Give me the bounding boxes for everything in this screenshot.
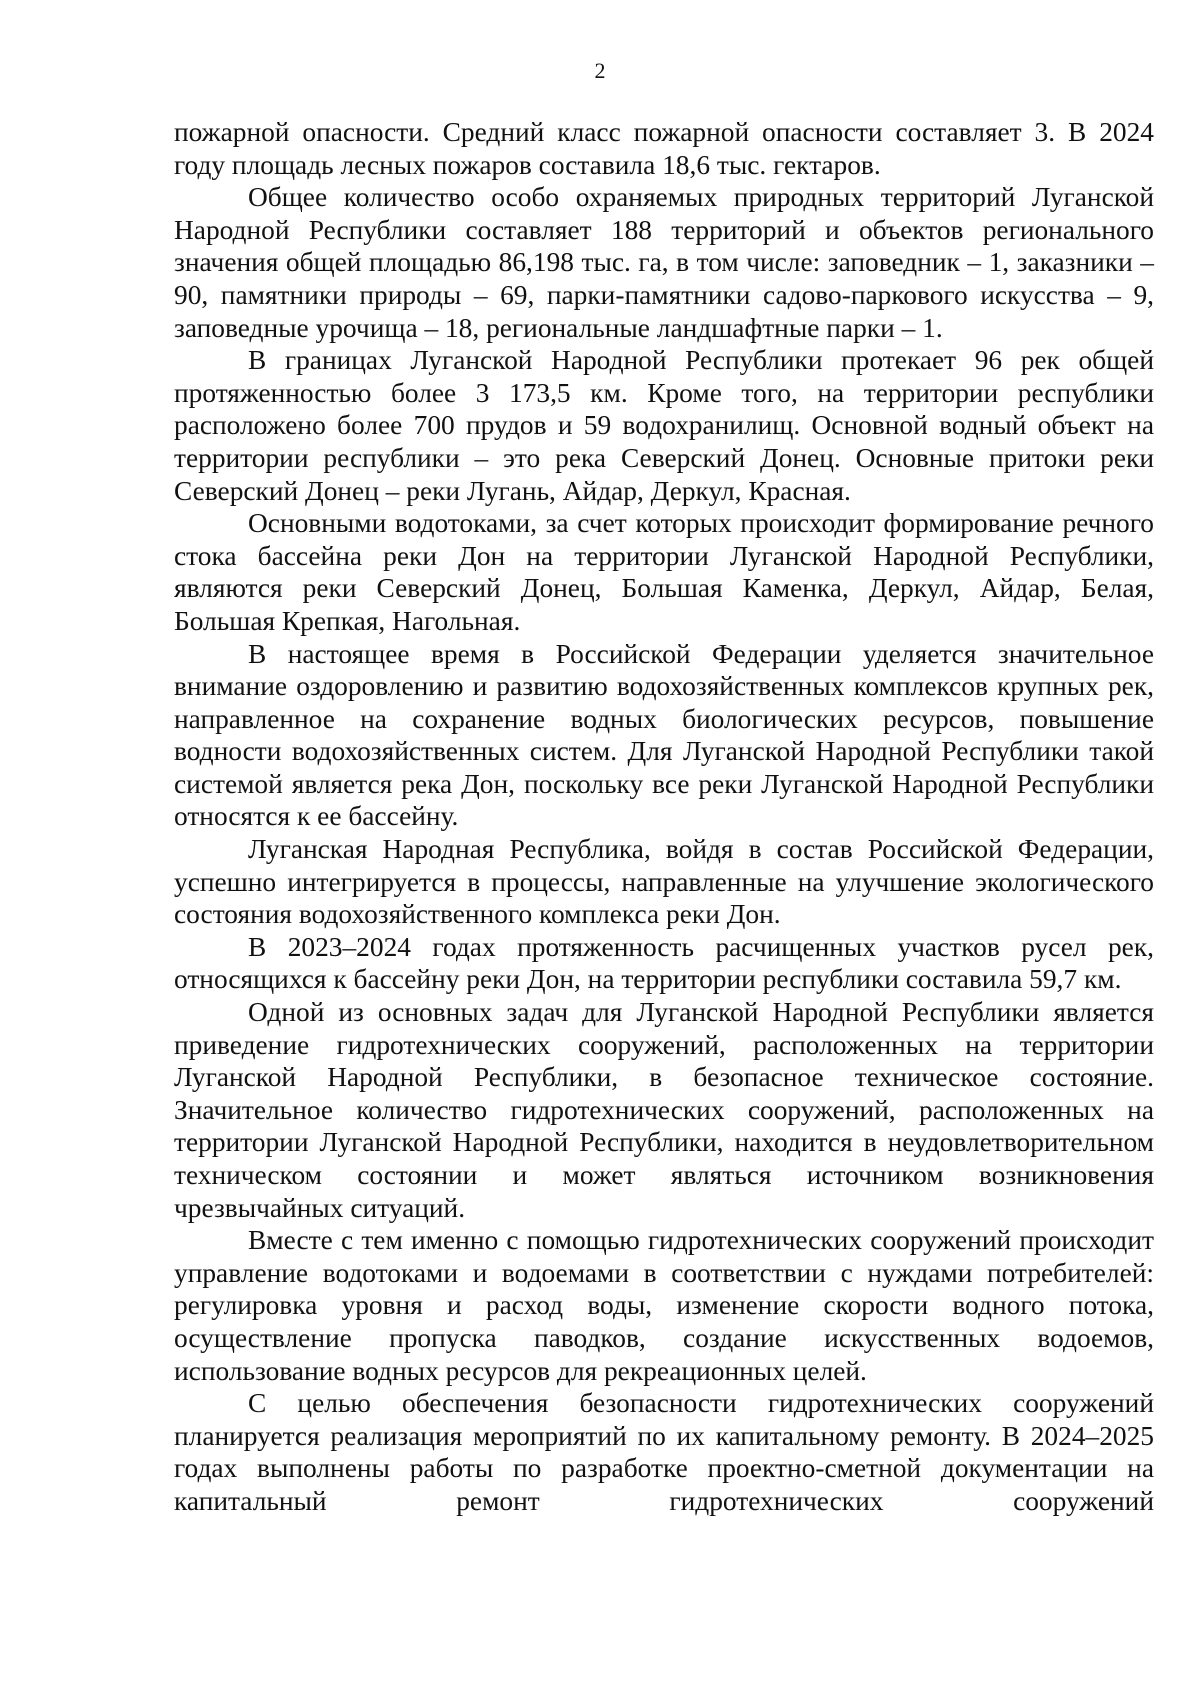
- paragraph: пожарной опасности. Средний класс пожарной опасности составляет 3. В 2024 году площадь лесных пожаров составила 18,6 тыс. гектаров.: [174, 117, 1154, 180]
- paragraph: Луганская Народная Республика, войдя в состав Российской Федерации, успешно интегрируется в процессы, направленные на улучшение экологического состояния водохозяйственного комплекса реки Дон.: [174, 834, 1154, 930]
- paragraph: Основными водотоками, за счет которых происходит формирование речного стока бассейна реки Дон на территории Луганской Народной Республики, являются реки Северский Донец, Большая Каменка, Деркул, Айдар, Белая, Большая Крепкая, Нагольная.: [174, 508, 1154, 636]
- paragraph: В границах Луганской Народной Республики протекает 96 рек общей протяженностью более 3 173,5 км. Кроме того, на территории республики расположено более 700 прудов и 59 водохранилищ. Основной водный объект на территории республики – это река Северский Донец. Основные притоки реки Северский Донец – реки Лугань, Айдар, Деркул, Красная.: [174, 345, 1154, 506]
- paragraph: Общее количество особо охраняемых природных территорий Луганской Народной Республики составляет 188 территорий и объектов регионального значения общей площадью 86,198 тыс. га, в том числе: заповедник – 1, заказники – 90, памятники природы – 69, парки-памятники садово-паркового искусства – 9, заповедные урочища – 18, региональные ландшафтные парки – 1.: [174, 182, 1154, 343]
- paragraph: В 2023–2024 годах протяженность расчищенных участков русел рек, относящихся к бассейну реки Дон, на территории республики составила 59,7 км.: [174, 931, 1154, 995]
- paragraph: С целью обеспечения безопасности гидротехнических сооружений планируется реализация мероприятий по их капитальному ремонту. В 2024–2025 годах выполнены работы по разработке проектно-сметной документации на капитальный ремонт гидротехнических сооружений: [174, 1388, 1154, 1516]
- document-body: [174, 116, 1154, 1518]
- paragraph: Вместе с тем именно с помощью гидротехнических сооружений происходит управление водотоками и водоемами в соответствии с нуждами потребителей: регулировка уровня и расход воды, изменение скорости водного потока, осуществление пропуска паводков, создание искусственных водоемов, использование водных ресурсов для рекреационных целей.: [174, 1225, 1154, 1386]
- page-number: 2: [594, 58, 606, 83]
- paragraph: В настоящее время в Российской Федерации уделяется значительное внимание оздоровлению и развитию водохозяйственных комплексов крупных рек, направленное на сохранение водных биологических ресурсов, повышение водности водохозяйственных систем. Для Луганской Народной Республики такой системой является река Дон, поскольку все реки Луганской Народной Республики относятся к ее бассейну.: [174, 638, 1154, 832]
- paragraph: Одной из основных задач для Луганской Народной Республики является приведение гидротехнических сооружений, расположенных на территории Луганской Народной Республики, в безопасное техническое состояние. Значительное количество гидротехнических сооружений, расположенных на территории Луганской Народной Республики, находится в неудовлетворительном техническом состоянии и может являться источником возникновения чрезвычайных ситуаций.: [174, 997, 1154, 1223]
